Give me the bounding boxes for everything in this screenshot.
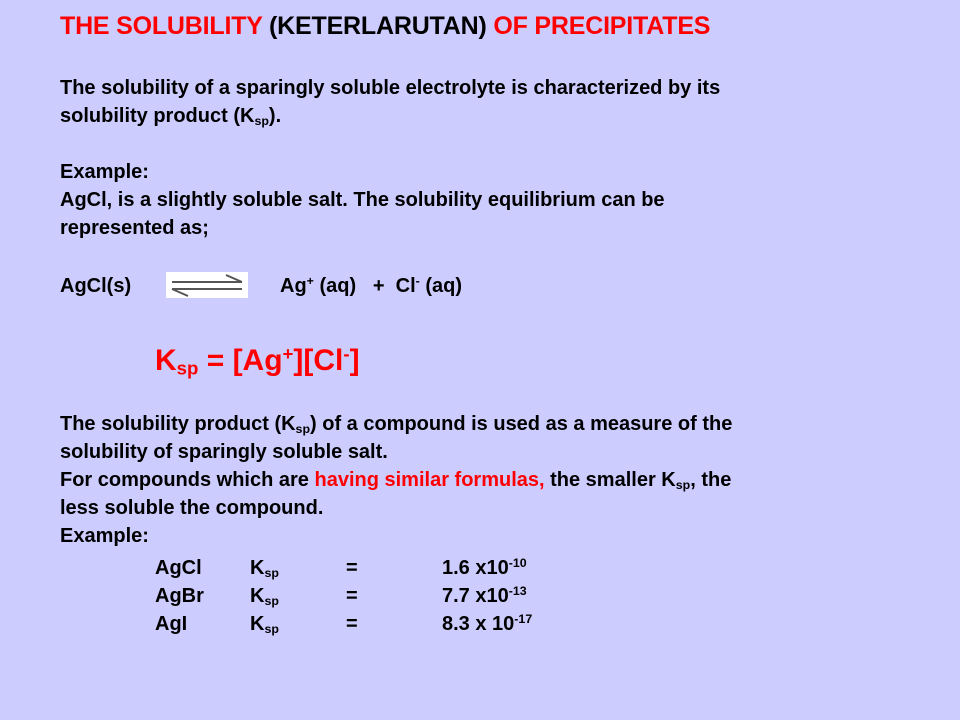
example-1-line-2: represented as; bbox=[60, 217, 209, 239]
slide-title bbox=[60, 12, 710, 41]
intro-line-1: The solubility of a sparingly soluble electrolyte is characterized by its bbox=[60, 77, 721, 99]
measure-line-2: solubility of sparingly soluble salt. bbox=[60, 441, 388, 463]
example-1-heading: Example: bbox=[60, 161, 149, 183]
compare-line-2: less soluble the compound. bbox=[60, 497, 324, 519]
equation-products: Ag+ (aq) + Cl- (aq) bbox=[280, 274, 462, 297]
equation-reactant: AgCl(s) bbox=[60, 275, 132, 297]
measure-line-1: The solubility product $(K_{sp})$ of a compound is used as a measure of the bbox=[60, 413, 733, 437]
example-1-line-1: AgCl, is a slightly soluble salt. The solubility equilibrium can be bbox=[60, 189, 665, 211]
equilibrium-arrow-icon bbox=[166, 272, 248, 298]
intro-line-2: solubility product $(K_{sp})$. bbox=[60, 105, 282, 129]
compare-line-1: For compounds which are having similar formulas, the smaller $K_{sp}$, the bbox=[60, 469, 732, 493]
highlight-text: having similar formulas bbox=[314, 469, 539, 491]
title-part-3: OF PRECIPITATES bbox=[493, 12, 711, 40]
slide: THE SOLUBILITY (KETERLARUTAN) OF PRECIPITATES The solubility of a sparingly soluble electrolyte is characterized by its solubility product $(K_{sp})$. Example: AgCl, is a slightly soluble salt. The solubility equilibrium can be represented as; AgCl(s) Ag+ (aq) + Cl- (aq) $K_{sp} = [Ag^+][Cl^-]$ The solubility product $(K_{sp})$ of a compound is used as a measure of the solubility of sparingly soluble salt. For compounds which are having similar formulas, the smaller $K_{sp}$, the less soluble the compound. Example: AgCl $K_{sp}$ = 1.6 $x10^{-10}$ AgBr $K_{sp}$ = 7.7 $x10^{-13}$ AgI $K_{sp}$ = 8.3 x $10^{-17}$ bbox=[60, 12, 733, 637]
ksp-formula: $K_{sp} = [Ag^+][Cl^-]$ bbox=[155, 342, 360, 379]
title-part-1: THE SOLUBILITY bbox=[60, 12, 263, 40]
example-2-heading: Example: bbox=[60, 525, 149, 547]
title-part-2: (KETERLARUTAN) bbox=[262, 12, 494, 40]
